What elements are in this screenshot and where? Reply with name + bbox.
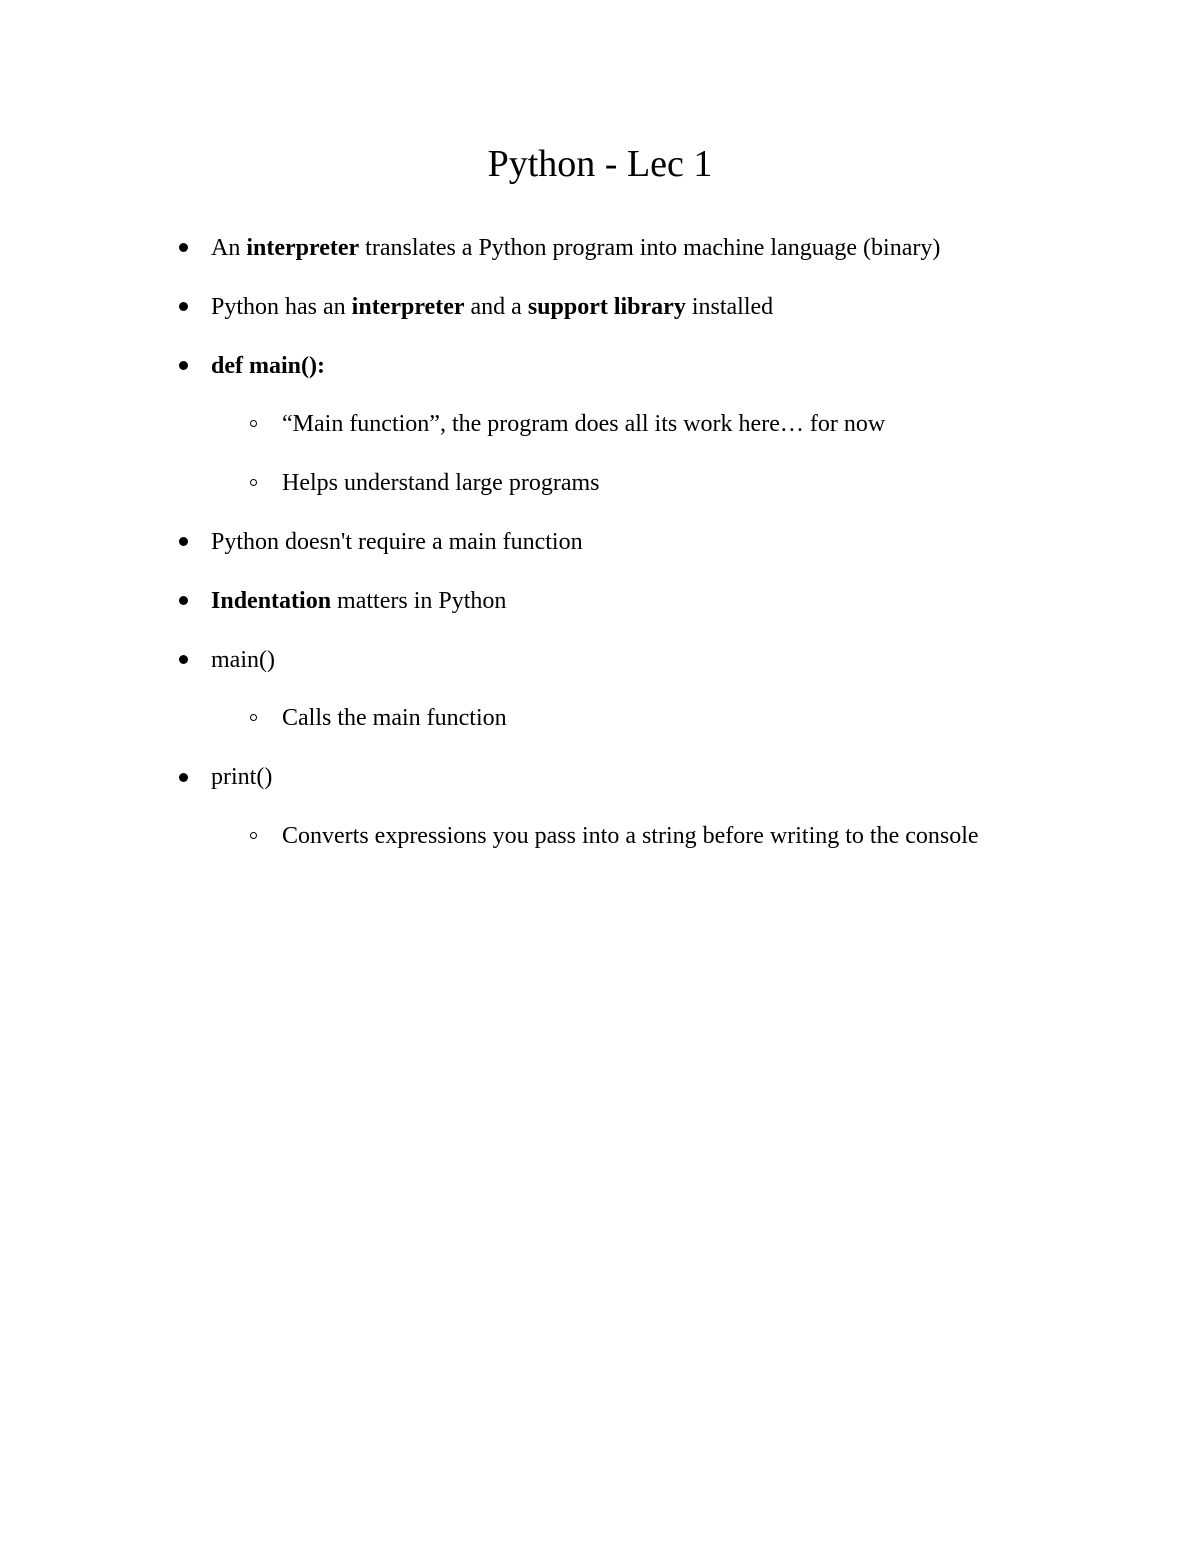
list-item-bold-text: interpreter <box>351 294 465 320</box>
bullet-disc-icon <box>179 773 188 782</box>
sub-list-item <box>282 701 507 735</box>
bullet-disc-icon <box>179 302 188 311</box>
list-item <box>211 584 506 618</box>
list-item-text: Helps understand large programs <box>282 470 600 496</box>
list-item <box>211 643 275 677</box>
list-item-bold-text: interpreter <box>246 235 360 261</box>
list-item-text: Python has an <box>211 294 352 320</box>
list-item <box>211 290 773 324</box>
list-item-bold-text: def main(): <box>211 353 325 379</box>
list-item-text: translates a Python program into machine language (binary) <box>359 235 941 261</box>
list-item-text: “Main function”, the program does all its work here… for now <box>282 411 886 437</box>
list-item-text: matters in Python <box>331 588 507 614</box>
list-item-text: Converts expressions you pass into a string before writing to the console <box>282 823 979 849</box>
list-item <box>211 349 325 383</box>
bullet-circle-icon <box>250 832 257 839</box>
sub-list-item <box>282 407 885 441</box>
list-item-text: Python doesn't require a main function <box>211 529 583 555</box>
page-title: Python - Lec 1 <box>487 143 713 185</box>
list-item-text: installed <box>685 294 774 320</box>
list-item-text: Calls the main function <box>282 705 507 731</box>
list-item-text: main() <box>211 647 275 673</box>
bullet-circle-icon <box>250 420 257 427</box>
bullet-disc-icon <box>179 537 188 546</box>
bullet-disc-icon <box>179 361 188 370</box>
bullet-disc-icon <box>179 655 188 664</box>
list-item-bold-text: support library <box>527 294 686 320</box>
list-item-text: print() <box>211 764 273 790</box>
sub-list-item <box>282 819 979 853</box>
list-item <box>211 231 940 265</box>
list-item <box>211 760 272 794</box>
bullet-circle-icon <box>250 479 257 486</box>
bullet-circle-icon <box>250 714 257 721</box>
bullet-disc-icon <box>179 243 188 252</box>
bullet-disc-icon <box>179 596 188 605</box>
list-item-text: An <box>211 235 247 261</box>
list-item-bold-text: Indentation <box>211 588 332 614</box>
list-item <box>211 525 583 559</box>
list-item-text: and a <box>464 294 528 320</box>
sub-list-item <box>282 466 599 500</box>
